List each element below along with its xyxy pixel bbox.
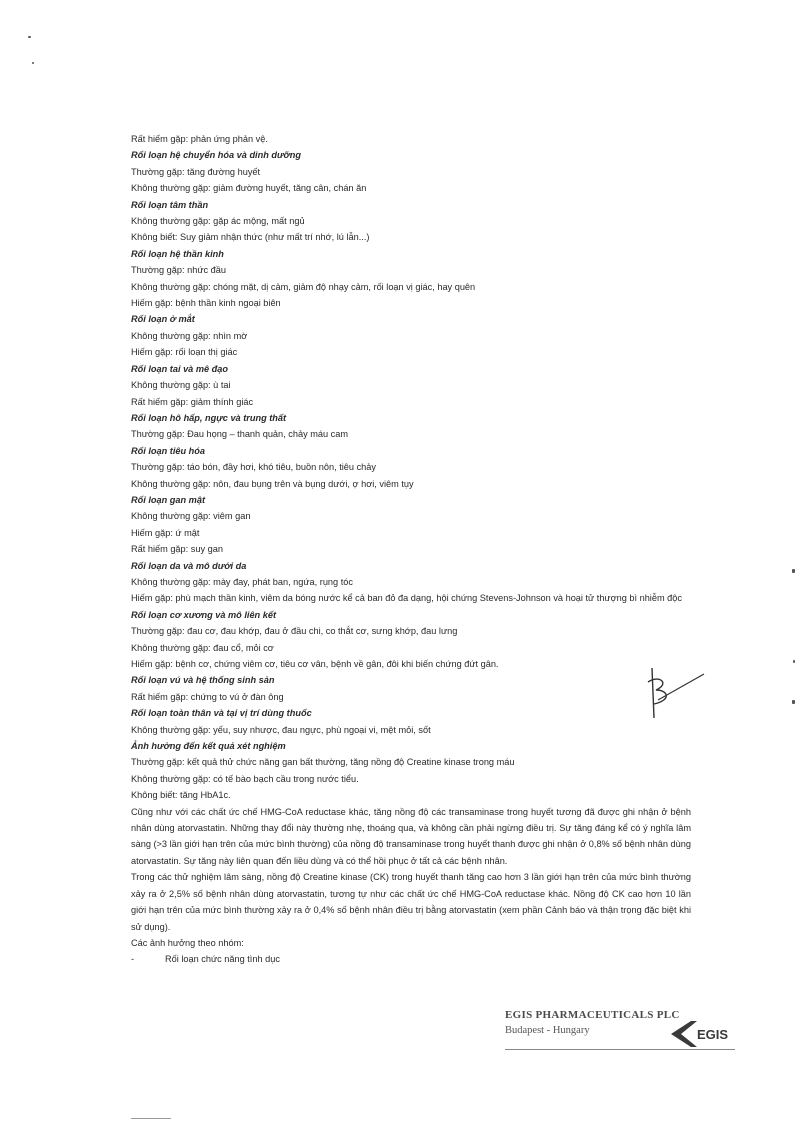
section-heading: Rối loạn toàn thân và tại vị trí dùng thuốc xyxy=(131,708,312,719)
scan-speck xyxy=(32,62,34,64)
effect-line: Không thường gặp: gặp ác mộng, mất ngủ xyxy=(131,216,305,227)
section-heading: Rối loạn gan mật xyxy=(131,494,206,505)
section-heading: Ảnh hưởng đến kết quả xét nghiệm xyxy=(131,741,286,752)
bullet-item xyxy=(131,951,691,967)
scan-speck xyxy=(131,1118,171,1119)
effect-line: Thường gặp: đau cơ, đau khớp, đau ở đầu chi, co thắt cơ, sưng khớp, đau lưng xyxy=(131,626,458,637)
effect-line: Không thường gặp: yếu, suy nhược, đau ngực, phù ngoại vi, mệt mỏi, sốt xyxy=(131,724,431,735)
section-heading: Rối loạn cơ xương và mô liên kết xyxy=(131,609,276,620)
scan-speck xyxy=(28,36,31,38)
bullet-text: Rối loạn chức năng tình dục xyxy=(165,954,280,965)
effect-line: Không thường gặp: đau cổ, mỏi cơ xyxy=(131,642,274,653)
effect-line: Không biết: tăng HbA1c. xyxy=(131,790,231,801)
transaminase-paragraph: Cũng như với các chất ức chế HMG-CoA reductase khác, tăng nồng độ các transaminase trong huyết tương đã được ghi nhận ở bệnh nhân dùng atorvastatin. Những thay đổi này thường nhẹ, thoáng qua, và không cần phải ngừng điều trị. Sự tăng đáng kể có ý nghĩa lâm sàng (>3 lần giới hạn trên của mức bình thường) của nồng độ transaminase trong huyết thanh được ghi nhận ở 0,8% số bệnh nhân dùng atorvastatin. Sự tăng này liên quan đến liều dùng và có thể hồi phục ở tất cả các bệnh nhân. xyxy=(131,806,691,866)
section-heading: Rối loạn hệ chuyển hóa và dinh dưỡng xyxy=(131,150,301,161)
effect-line: Thường gặp: Đau họng – thanh quản, chảy máu cam xyxy=(131,429,348,440)
effect-line: Thường gặp: táo bón, đầy hơi, khó tiêu, buồn nôn, tiêu chảy xyxy=(131,462,376,473)
section-heading: Rối loạn tai và mê đạo xyxy=(131,363,229,374)
section-heading: Rối loạn tâm thần xyxy=(131,199,209,210)
effect-line: Rất hiếm gặp: giảm thính giác xyxy=(131,396,254,407)
scan-speck xyxy=(792,700,795,704)
effect-line: Hiếm gặp: bệnh thần kinh ngoại biên xyxy=(131,298,281,309)
effect-line: Không thường gặp: mày đay, phát ban, ngứa, rụng tóc xyxy=(131,576,353,587)
effect-line: Rất hiếm gặp: suy gan xyxy=(131,544,223,555)
signature-mark xyxy=(640,660,710,730)
effect-line: Không biết: Suy giảm nhận thức (như mất trí nhớ, lú lẫn...) xyxy=(131,232,370,243)
stamp-company-name: EGIS PHARMACEUTICALS PLC xyxy=(505,1009,680,1021)
stamp-city: Budapest - Hungary xyxy=(505,1025,590,1036)
effect-line: Không thường gặp: viêm gan xyxy=(131,511,251,522)
effect-line: Không thường gặp: nôn, đau bụng trên và bụng dưới, ợ hơi, viêm tụy xyxy=(131,478,414,489)
effect-line: Không thường gặp: chóng mặt, dị cảm, giảm độ nhạy cảm, rối loạn vị giác, hay quên xyxy=(131,281,476,292)
company-stamp xyxy=(505,1005,750,1065)
group-intro: Các ảnh hưởng theo nhóm: xyxy=(131,937,244,948)
effect-line: Hiếm gặp: ứ mật xyxy=(131,527,200,538)
effect-line: Hiếm gặp: bệnh cơ, chứng viêm cơ, tiêu cơ vân, bệnh về gân, đôi khi biến chứng đứt gân. xyxy=(131,659,499,669)
svg-text:EGIS: EGIS xyxy=(697,1027,729,1042)
scan-speck xyxy=(792,569,795,573)
egis-logo-icon xyxy=(667,1017,739,1051)
section-heading: Rối loạn tiêu hóa xyxy=(131,445,206,456)
stamp-rule xyxy=(505,1049,735,1050)
effect-line: Thường gặp: tăng đường huyết xyxy=(131,166,261,177)
effect-line: Không thường gặp: ù tai xyxy=(131,380,231,391)
effect-line: Thường gặp: nhức đầu xyxy=(131,265,226,276)
section-heading: Rối loạn ở mắt xyxy=(131,314,195,325)
adverse-effects-list xyxy=(131,131,691,804)
section-heading: Rối loạn vú và hệ thống sinh sản xyxy=(131,675,275,686)
effect-line: Không thường gặp: có tế bào bạch cầu trong nước tiểu. xyxy=(131,773,359,784)
effect-line: Hiếm gặp: rối loạn thị giác xyxy=(131,347,238,358)
creatine-kinase-paragraph: Trong các thử nghiệm lâm sàng, nồng độ Creatine kinase (CK) trong huyết thanh tăng cao hơn 3 lần giới hạn trên của mức bình thường xảy ra ở 2,5% số bệnh nhân dùng atorvastatin, tương tự như các chất ức chế HMG-CoA reductase khác. Nồng độ CK cao hơn 10 lần giới hạn trên của mức bình thường xảy ra ở 0,4% số bệnh nhân điều trị bằng atorvastatin (xem phần Cảnh báo và thận trọng đặc biệt khi sử dụng). xyxy=(131,872,691,932)
effect-line: Không thường gặp: nhìn mờ xyxy=(131,330,248,341)
effect-line: Rất hiếm gặp: chứng to vú ở đàn ông xyxy=(131,691,284,702)
section-heading: Rối loạn da và mô dưới da xyxy=(131,560,247,571)
section-heading: Rối loạn hô hấp, ngực và trung thất xyxy=(131,412,287,423)
document-body xyxy=(131,131,691,968)
section-heading: Rối loạn hệ thần kinh xyxy=(131,248,224,259)
effect-line: Thường gặp: kết quả thử chức năng gan bất thường, tăng nồng độ Creatine kinase trong máu xyxy=(131,757,515,768)
bullet-dash: - xyxy=(131,954,135,965)
effect-line: Hiếm gặp: phù mạch thần kinh, viêm da bóng nước kể cả ban đỏ đa dạng, hội chứng Stevens-Johnson và hoại tử thượng bì nhiễm độc xyxy=(131,593,682,604)
effect-line: Không thường gặp: giảm đường huyết, tăng cân, chán ăn xyxy=(131,183,367,194)
scan-speck xyxy=(793,660,795,663)
effect-line: Rất hiếm gặp: phản ứng phản vệ. xyxy=(131,134,268,144)
